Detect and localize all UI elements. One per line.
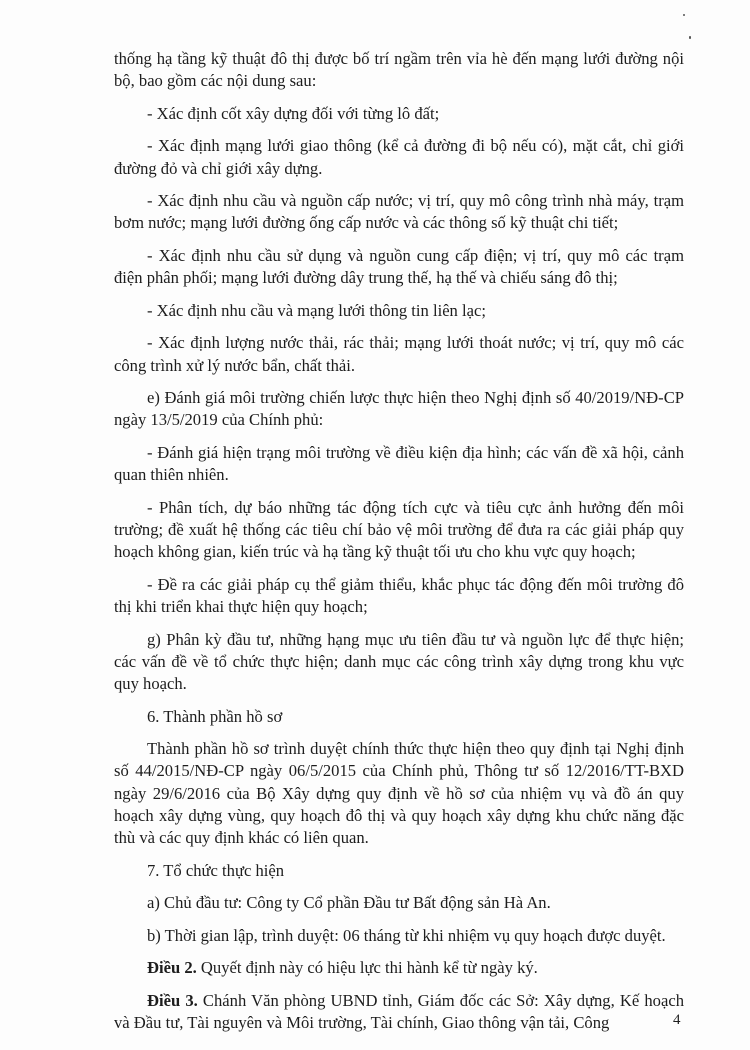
paragraph: g) Phân kỳ đầu tư, những hạng mục ưu tiên đầu tư và nguồn lực để thực hiện; các vấn đề về tổ chức thực hiện; danh mục các công trình xây dựng trong khu vực quy hoạch.	[114, 629, 684, 693]
article-label: Điều 3.	[147, 990, 198, 1010]
paragraph: - Xác định cốt xây dựng đối với từng lô đất;	[147, 103, 440, 123]
scan-speck	[689, 36, 691, 39]
article-text: Quyết định này có hiệu lực thi hành kể từ ngày ký.	[196, 958, 538, 978]
paragraph: thống hạ tầng kỹ thuật đô thị được bố trí ngầm trên vỉa hè đến mạng lưới đường nội bộ, bao gồm các nội dung sau:	[114, 49, 684, 91]
paragraph: e) Đánh giá môi trường chiến lược thực hiện theo Nghị định số 40/2019/NĐ-CP ngày 13/5/2019 của Chính phủ:	[114, 388, 684, 430]
document-body	[114, 48, 684, 1045]
scan-speck	[683, 14, 685, 16]
paragraph: - Xác định lượng nước thải, rác thải; mạng lưới thoát nước; vị trí, quy mô các công trình xử lý nước bẩn, chất thải.	[114, 333, 684, 375]
paragraph: Thành phần hồ sơ trình duyệt chính thức thực hiện theo quy định tại Nghị định số 44/2015/NĐ-CP ngày 06/5/2015 của Chính phủ, Thông tư số 12/2016/TT-BXD ngày 29/6/2016 của Bộ Xây dựng quy định về hồ sơ của nhiệm vụ và đồ án quy hoạch xây dựng vùng, quy hoạch đô thị và quy hoạch xây dựng khu chức năng đặc thù và các quy định khác có liên quan.	[114, 739, 684, 847]
paragraph: - Đề ra các giải pháp cụ thể giảm thiểu, khắc phục tác động đến môi trường đô thị khi triển khai thực hiện quy hoạch;	[114, 574, 684, 616]
paragraph: - Xác định nhu cầu và mạng lưới thông tin liên lạc;	[147, 300, 486, 320]
article-text: Chánh Văn phòng UBND tỉnh, Giám đốc các Sở: Xây dựng, Kế hoạch và Đầu tư, Tài nguyên và Môi trường, Tài chính, Giao thông vận tải, Công	[114, 990, 684, 1033]
page-number: 4	[673, 1012, 681, 1028]
article-3	[114, 990, 684, 1034]
article-2	[114, 957, 684, 979]
paragraph: b) Thời gian lập, trình duyệt: 06 tháng từ khi nhiệm vụ quy hoạch được duyệt.	[147, 925, 666, 945]
paragraph: - Xác định mạng lưới giao thông (kể cả đường đi bộ nếu có), mặt cắt, chỉ giới đường đỏ và chỉ giới xây dựng.	[114, 136, 684, 178]
section-heading: 7. Tổ chức thực hiện	[147, 860, 285, 880]
article-label: Điều 2.	[147, 958, 197, 978]
paragraph: a) Chủ đầu tư: Công ty Cổ phần Đầu tư Bất động sản Hà An.	[147, 893, 551, 913]
paragraph: - Phân tích, dự báo những tác động tích cực và tiêu cực ảnh hưởng đến môi trường; đề xuất hệ thống các tiêu chí bảo vệ môi trường để đưa ra các giải pháp quy hoạch không gian, kiến trúc và hạ tầng kỹ thuật tối ưu cho khu vực quy hoạch;	[114, 497, 684, 562]
paragraph: - Xác định nhu cầu sử dụng và nguồn cung cấp điện; vị trí, quy mô các trạm điện phân phối; mạng lưới đường dây trung thế, hạ thế và chiếu sáng đô thị;	[114, 245, 684, 288]
section-heading: 6. Thành phần hồ sơ	[147, 706, 283, 726]
paragraph: - Đánh giá hiện trạng môi trường về điều kiện địa hình; các vấn đề xã hội, cảnh quan thiên nhiên.	[114, 442, 684, 485]
paragraph: - Xác định nhu cầu và nguồn cấp nước; vị trí, quy mô công trình nhà máy, trạm bơm nước; mạng lưới đường ống cấp nước và các thông số kỹ thuật chi tiết;	[114, 191, 684, 233]
